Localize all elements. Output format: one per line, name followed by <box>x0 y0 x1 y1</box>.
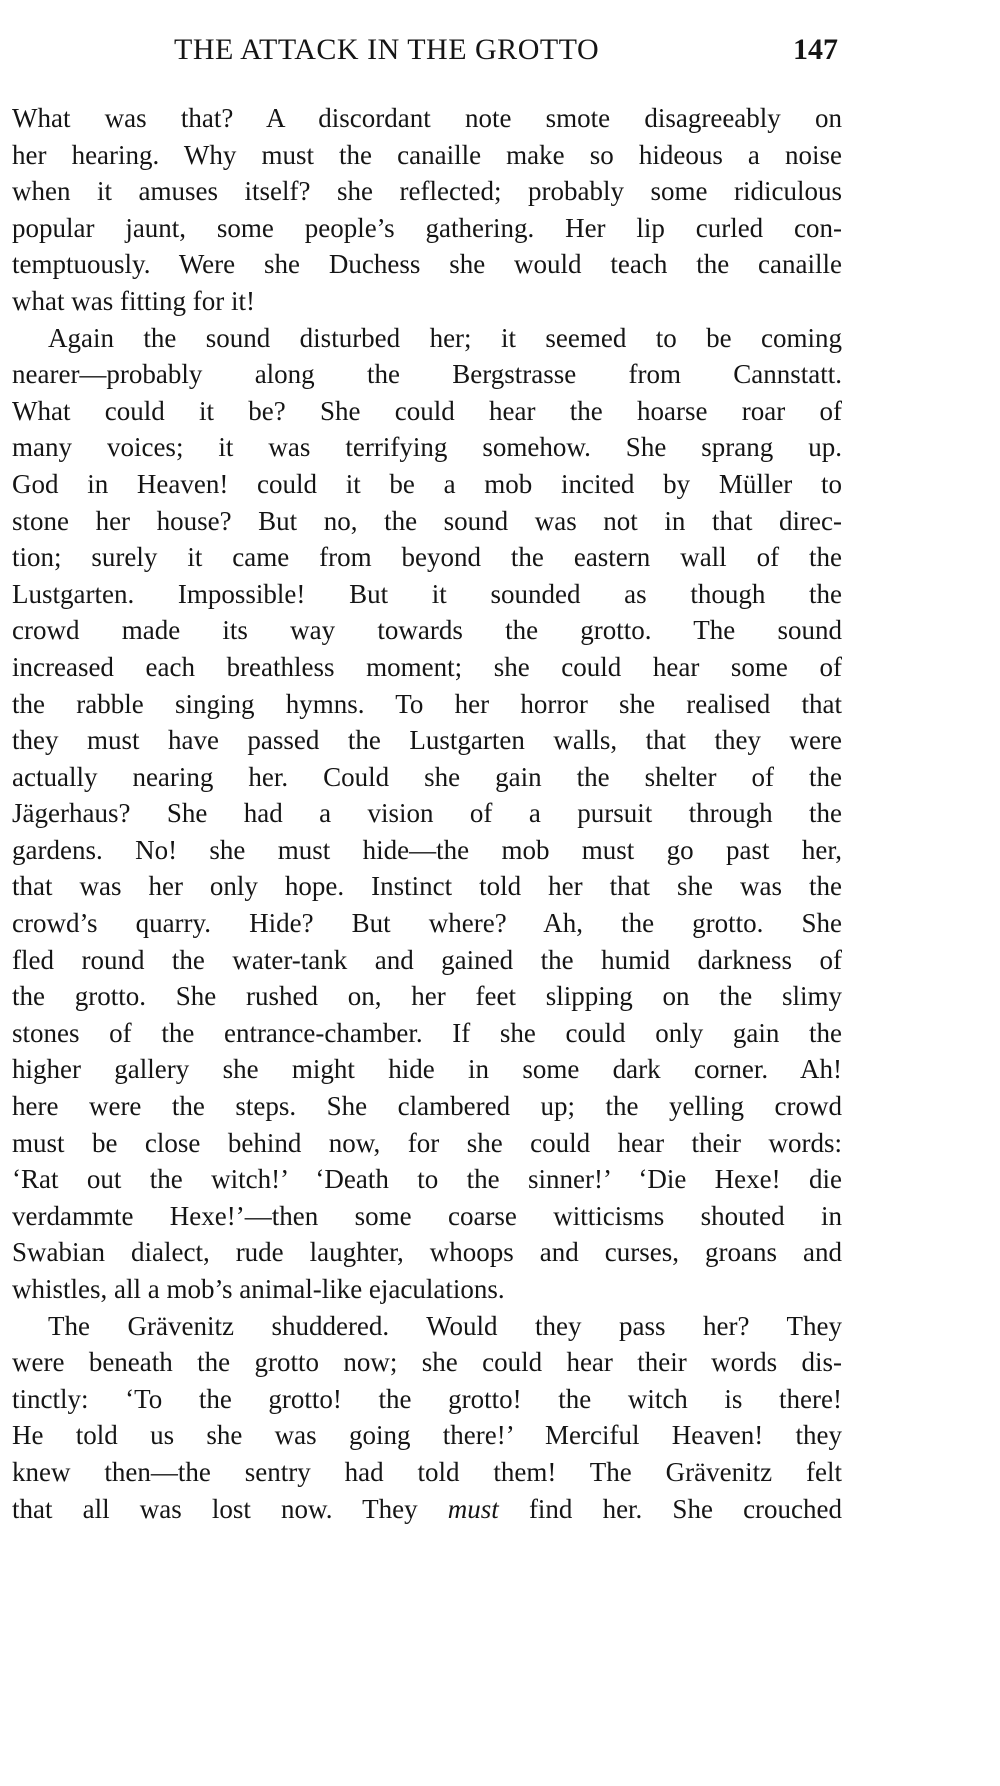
text-line: stone her house? But no, the sound was not in that direc- <box>12 505 842 536</box>
text-line: whistles, all a mob’s animal-like ejaculations. <box>12 1274 505 1304</box>
text-line: tion; surely it came from beyond the eastern wall of the <box>12 542 842 573</box>
paragraph-2 <box>12 320 842 1308</box>
text-line: He told us she was going there!’ Merciful Heaven! they <box>12 1420 842 1451</box>
text-line: The Grävenitz shuddered. Would they pass her? They <box>48 1310 842 1341</box>
text-segment: that all was lost now. They <box>12 1493 418 1524</box>
text-line: What could it be? She could hear the hoarse roar of <box>12 395 842 426</box>
text-line: tinctly: ‘To the grotto! the grotto! the witch is there! <box>12 1383 842 1414</box>
text-line: many voices; it was terrifying somehow. She sprang up. <box>12 432 842 463</box>
text-line: here were the steps. She clambered up; the yelling crowd <box>12 1091 842 1122</box>
text-line: her hearing. Why must the canaille make so hideous a noise <box>12 139 842 170</box>
text-line: must be close behind now, for she could hear their words: <box>12 1127 842 1158</box>
text-line: Swabian dialect, rude laughter, whoops and curses, groans and <box>12 1237 842 1268</box>
text-line: crowd made its way towards the grotto. The sound <box>12 615 842 646</box>
text-line: stones of the entrance-chamber. If she could only gain the <box>12 1017 842 1048</box>
body-text <box>12 100 842 1527</box>
text-line: popular jaunt, some people’s gathering. Her lip curled con- <box>12 212 842 243</box>
text-segment: find her. She crouched <box>528 1493 842 1524</box>
text-line: actually nearing her. Could she gain the shelter of the <box>12 761 842 792</box>
text-line: that was her only hope. Instinct told her that she was the <box>12 871 842 902</box>
text-line: increased each breathless moment; she could hear some of <box>12 651 842 682</box>
text-line: gardens. No! she must hide—the mob must go past her, <box>12 834 842 865</box>
text-line: fled round the water-tank and gained the humid darkness of <box>12 944 842 975</box>
text-line: the grotto. She rushed on, her feet slipping on the slimy <box>12 981 842 1012</box>
text-line: temptuously. Were she Duchess she would teach the canaille <box>12 249 842 280</box>
emphasized-word: must <box>447 1493 499 1524</box>
text-line: verdammte Hexe!’—then some coarse witticisms shouted in <box>12 1200 842 1231</box>
paragraph-3 <box>12 1308 842 1528</box>
text-line: were beneath the grotto now; she could hear their words dis- <box>12 1347 842 1378</box>
page-number: 147 <box>793 33 838 66</box>
text-line: Again the sound disturbed her; it seemed to be coming <box>48 322 842 353</box>
chapter-running-title: THE ATTACK IN THE GROTTO <box>174 33 600 66</box>
text-line: Lustgarten. Impossible! But it sounded as though the <box>12 578 842 609</box>
book-page <box>12 26 842 1527</box>
text-line: God in Heaven! could it be a mob incited by Müller to <box>12 468 842 499</box>
text-line: what was fitting for it! <box>12 285 255 316</box>
text-line: What was that? A discordant note smote disagreeably on <box>12 103 842 133</box>
text-line: they must have passed the Lustgarten walls, that they were <box>12 725 842 756</box>
text-line: nearer—probably along the Bergstrasse from Cannstatt. <box>12 359 842 390</box>
paragraph-1 <box>12 100 842 320</box>
text-line: higher gallery she might hide in some dark corner. Ah! <box>12 1054 842 1085</box>
running-head <box>12 26 842 76</box>
text-line: Jägerhaus? She had a vision of a pursuit through the <box>12 798 842 829</box>
text-line: the rabble singing hymns. To her horror she realised that <box>12 688 842 719</box>
text-line-with-emphasis <box>12 1491 842 1528</box>
text-line: when it amuses itself? she reflected; probably some ridiculous <box>12 176 842 207</box>
text-line: crowd’s quarry. Hide? But where? Ah, the grotto. She <box>12 908 842 939</box>
text-line: knew then—the sentry had told them! The Grävenitz felt <box>12 1456 842 1487</box>
text-line: ‘Rat out the witch!’ ‘Death to the sinner!’ ‘Die Hexe! die <box>12 1164 842 1195</box>
